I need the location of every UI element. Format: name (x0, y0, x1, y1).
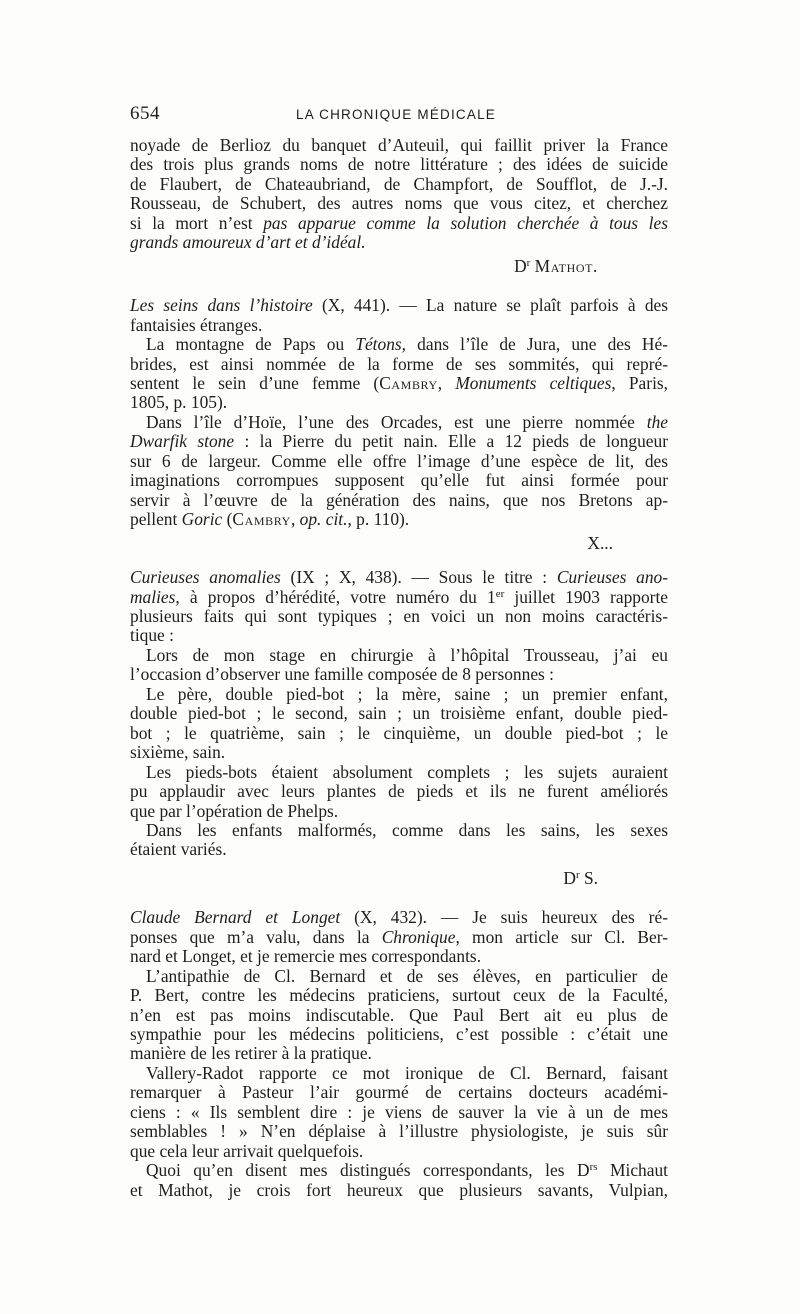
page-number: 654 (130, 103, 160, 124)
text-line: l’occasion d’observer une famille composée de 8 personnes : (130, 664, 554, 685)
text-line: Dans l’île d’Hoïe, l’une des Orcades, est une pierre nommée the (146, 411, 668, 432)
text-line: pu applaudir avec leurs plantes de pieds et ils ne furent améliorés (130, 781, 668, 802)
text-line: manière de les retirer à la pratique. (130, 1043, 372, 1064)
section-title: Claude Bernard et Longet (130, 907, 341, 928)
text-line: double pied-bot ; le second, sain ; un troisième enfant, double pied- (130, 703, 668, 724)
text-line: sentent le sein d’une femme (Cambry, Monuments celtiques, Paris, (130, 372, 669, 393)
text-line: sur 6 de largeur. Comme elle offre l’image d’une espèce de lit, des (130, 450, 668, 471)
text-line: brides, est ainsi nommée de la forme de ses sommités, qui repré- (130, 353, 668, 374)
text-line: Rousseau, de Schubert, des autres noms que vous citez, et cherchez (130, 193, 668, 214)
text-line: que cela leur arrivait quelquefois. (130, 1140, 364, 1161)
text-line: étaient variés. (130, 839, 227, 860)
text-line: des trois plus grands noms de notre littérature ; des idées de suicide (130, 154, 668, 175)
text-line: ciens : « Ils semblent dire : je viens de sauver la vie à un de mes (130, 1101, 668, 1122)
signature: $D^r$ Mathot. (514, 255, 598, 276)
text-line: n’en est pas moins indiscutable. Que Paul Bert ait eu plus de (130, 1004, 668, 1025)
text-line: ponses que m’a valu, dans la Chronique, mon article sur Cl. Ber- (130, 926, 668, 947)
text-line: sympathie pour les médecins politiciens, c’est possible : c’était une (130, 1024, 668, 1045)
section-title: Curieuses anomalies (130, 567, 281, 588)
signature: X... (587, 532, 613, 553)
text-line: semblables ! » N’en déplaise à l’illustre physiologiste, je suis sûr (130, 1121, 668, 1142)
running-title: LA CHRONIQUE MÉDICALE (296, 107, 496, 122)
text-line: Vallery-Radot rapporte ce mot ironique de Cl. Bernard, faisant (146, 1062, 668, 1083)
text-line: et Mathot, je crois fort heureux que plusieurs savants, Vulpian, (130, 1179, 668, 1200)
text-line: que par l’opération de Phelps. (130, 800, 339, 821)
text-line: malies, à propos d’hérédité, votre numéro du 1er juillet 1903 rapporte (130, 586, 668, 607)
section-heading-line: Claude Bernard et Longet (X, 432). — Je suis heureux des ré- (130, 907, 668, 928)
text-line: de Flaubert, de Chateaubriand, de Champfort, de Soufflot, de J.-J. (130, 173, 668, 194)
text-line: fantaisies étranges. (130, 314, 263, 335)
text-line: L’antipathie de Cl. Bernard et de ses élèves, en particulier de (146, 965, 668, 986)
text-line: plusieurs faits qui sont typiques ; en voici un non moins caractéris- (130, 605, 668, 626)
text-line: remarquer à Pasteur l’air gourmé de certains docteurs académi- (130, 1082, 668, 1103)
text-line: servir à l’œuvre de la génération des nains, que nos Bretons ap- (130, 489, 668, 510)
text-line: pellent Goric (Cambry, op. cit., p. 110). (130, 509, 410, 530)
text-line: imaginations corrompues supposent qu’elle fut ainsi formée pour (130, 470, 668, 491)
text-line: Quoi qu’en disent mes distingués correspondants, les $D^{rs}$ Michaut (146, 1160, 668, 1181)
page-header (130, 103, 670, 131)
section-title: Les seins dans l’histoire (130, 295, 313, 316)
signature: $D^r$ S. (563, 867, 598, 888)
text-line: grands amoureux d’art et d’idéal. (130, 232, 366, 253)
text-line: Dans les enfants malformés, comme dans les sains, les sexes (146, 819, 668, 840)
text-line: Le père, double pied-bot ; la mère, saine ; un premier enfant, (146, 683, 668, 704)
text-line: Dwarfik stone : la Pierre du petit nain. Elle a 12 pieds de longueur (130, 431, 668, 452)
text-line: Lors de mon stage en chirurgie à l’hôpital Trousseau, j’ai eu (146, 644, 668, 665)
text-line: nard et Longet, et je remercie mes correspondants. (130, 946, 482, 967)
text-line: bot ; le quatrième, sain ; le cinquième, un double pied-bot ; le (130, 722, 668, 743)
text-line: P. Bert, contre les médecins praticiens, surtout ceux de la Faculté, (130, 985, 668, 1006)
page-body (130, 136, 668, 1200)
text-line: sixième, sain. (130, 742, 226, 763)
section-heading-line: Les seins dans l’histoire (X, 441). — La nature se plaît parfois à des (130, 295, 668, 316)
text-line: tique : (130, 625, 174, 646)
text-line: Les pieds-bots étaient absolument complets ; les sujets auraient (146, 761, 668, 782)
text-line: La montagne de Paps ou Tétons, dans l’île de Jura, une des Hé- (146, 334, 668, 355)
text-line: si la mort n’est pas apparue comme la solution cherchée à tous les (130, 212, 668, 233)
text-line: noyade de Berlioz du banquet d’Auteuil, qui faillit priver la France (130, 135, 668, 155)
text-line: 1805, p. 105). (130, 392, 228, 413)
section-heading-line: Curieuses anomalies (IX ; X, 438). — Sous le titre : Curieuses ano- (130, 567, 668, 588)
